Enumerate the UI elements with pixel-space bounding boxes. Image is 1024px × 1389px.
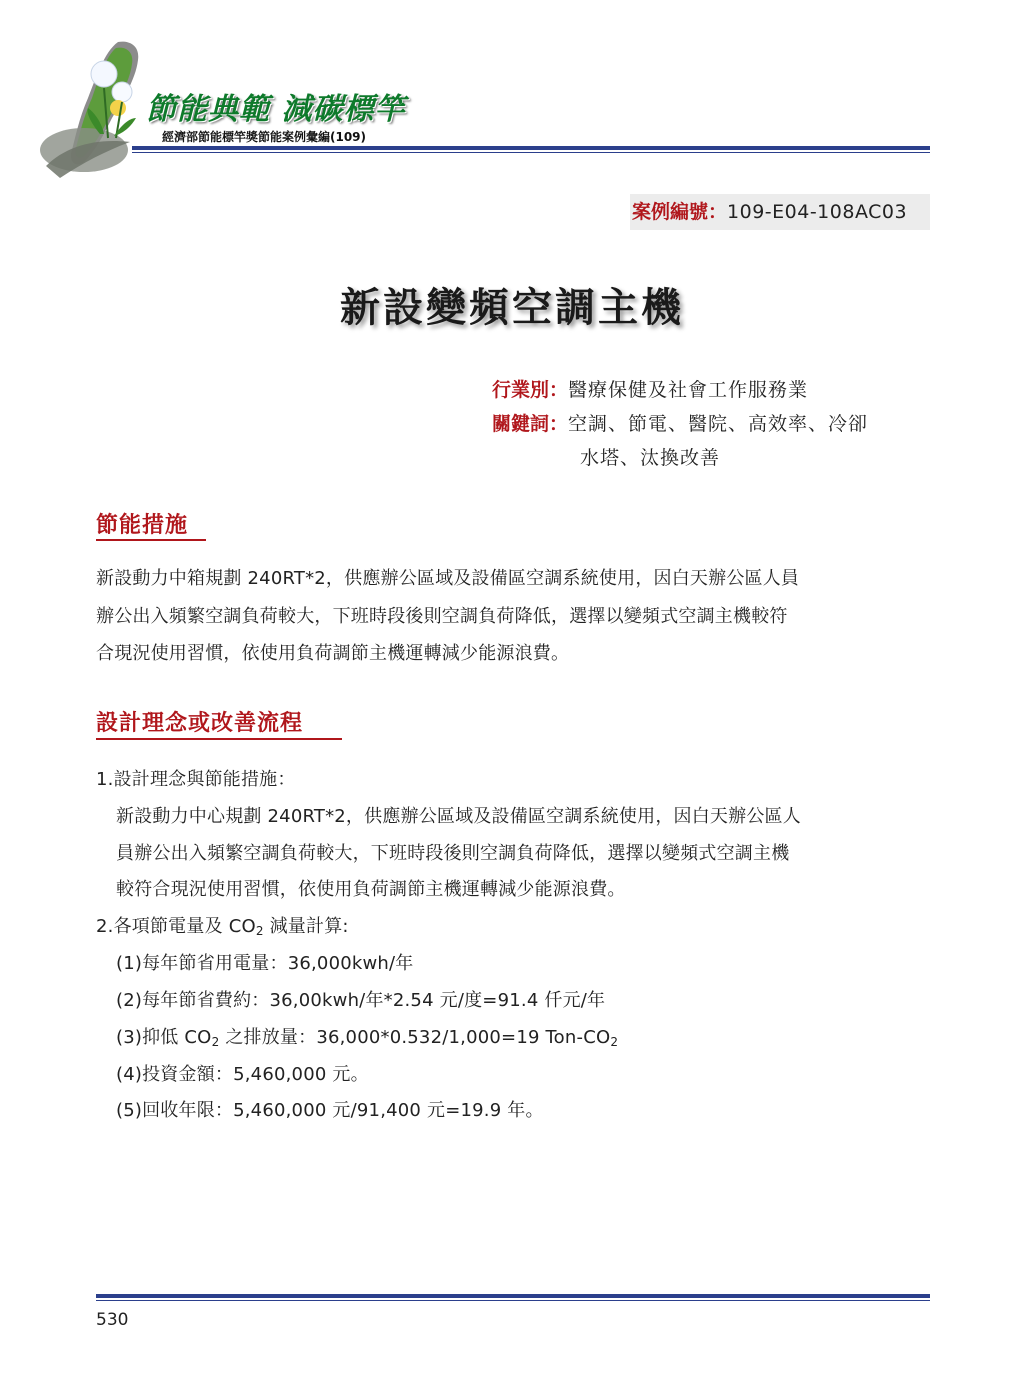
calc-line-2: (2)每年節省費約：36,00kwh/年*2.54 元/度=91.4 仟元/年 (116, 990, 606, 1011)
header-rule (132, 146, 930, 150)
calc-line-3: (3)抑低 $CO_2$ 之排放量：36,000*0.532/1,000=19 Ton-$CO_2$ (116, 1027, 619, 1049)
design-item-2-title: 2.各項節電量及 $CO_2$ 減量計算: (96, 916, 349, 938)
page-number: 530 (96, 1310, 129, 1330)
calc-line-1: (1)每年節省用電量：36,000kwh/年 (116, 953, 414, 974)
industry-value: 醫療保健及社會工作服務業 (568, 379, 809, 401)
design-item-1-line-2: 員辦公出入頻繁空調負荷較大，下班時段後則空調負荷降低，選擇以變頻式空調主機 (116, 843, 790, 864)
case-number-label: 案例編號： (632, 201, 728, 223)
footer-rule (96, 1294, 930, 1298)
calc-line-4: (4)投資金額：5,460,000 元。 (116, 1064, 369, 1085)
keywords-label: 關鍵詞： (492, 413, 569, 435)
keywords-value-line1: 空調、節電、醫院、高效率、冷卻 (568, 413, 869, 435)
case-number-box (630, 194, 930, 230)
keywords-row (492, 409, 868, 436)
section-underline (96, 539, 206, 541)
page-title: 新設變頻空調主機 (340, 285, 684, 331)
measures-line-2: 辦公出入頻繁空調負荷較大，下班時段後則空調負荷降低，選擇以變頻式空調主機較符 (96, 606, 788, 627)
brand-title: 節能典範 減碳標竿 (146, 92, 406, 127)
design-item-1-line-1: 新設動力中心規劃 240RT*2，供應辦公區域及設備區空調系統使用，因白天辦公區人 (116, 806, 801, 827)
calc-line-5: (5)回收年限：5,460,000 元/91,400 元=19.9 年。 (116, 1100, 544, 1121)
brand-subtitle: 經濟部節能標竿獎節能案例彙編(109) (162, 130, 367, 144)
taiwan-dandelion-logo (26, 38, 166, 180)
measures-line-1: 新設動力中箱規劃 240RT*2，供應辦公區域及設備區空調系統使用，因白天辦公區人員 (96, 568, 800, 589)
design-item-1-title: 1.設計理念與節能措施： (96, 769, 296, 790)
design-item-1-line-3: 較符合現況使用習慣，依使用負荷調節主機運轉減少能源浪費。 (116, 879, 626, 900)
keywords-value-line2: 水塔、汰換改善 (580, 447, 721, 469)
header-rule-thin (132, 152, 930, 153)
section-underline (96, 738, 342, 740)
section-heading-design: 設計理念或改善流程 (96, 711, 304, 736)
footer-rule-thin (96, 1300, 930, 1301)
case-number-value: 109-E04-108AC03 (727, 201, 908, 223)
industry-row (492, 375, 808, 402)
industry-label: 行業別： (492, 379, 569, 401)
section-heading-measures: 節能措施 (96, 513, 189, 538)
measures-line-3: 合現況使用習慣，依使用負荷調節主機運轉減少能源浪費。 (96, 643, 570, 664)
